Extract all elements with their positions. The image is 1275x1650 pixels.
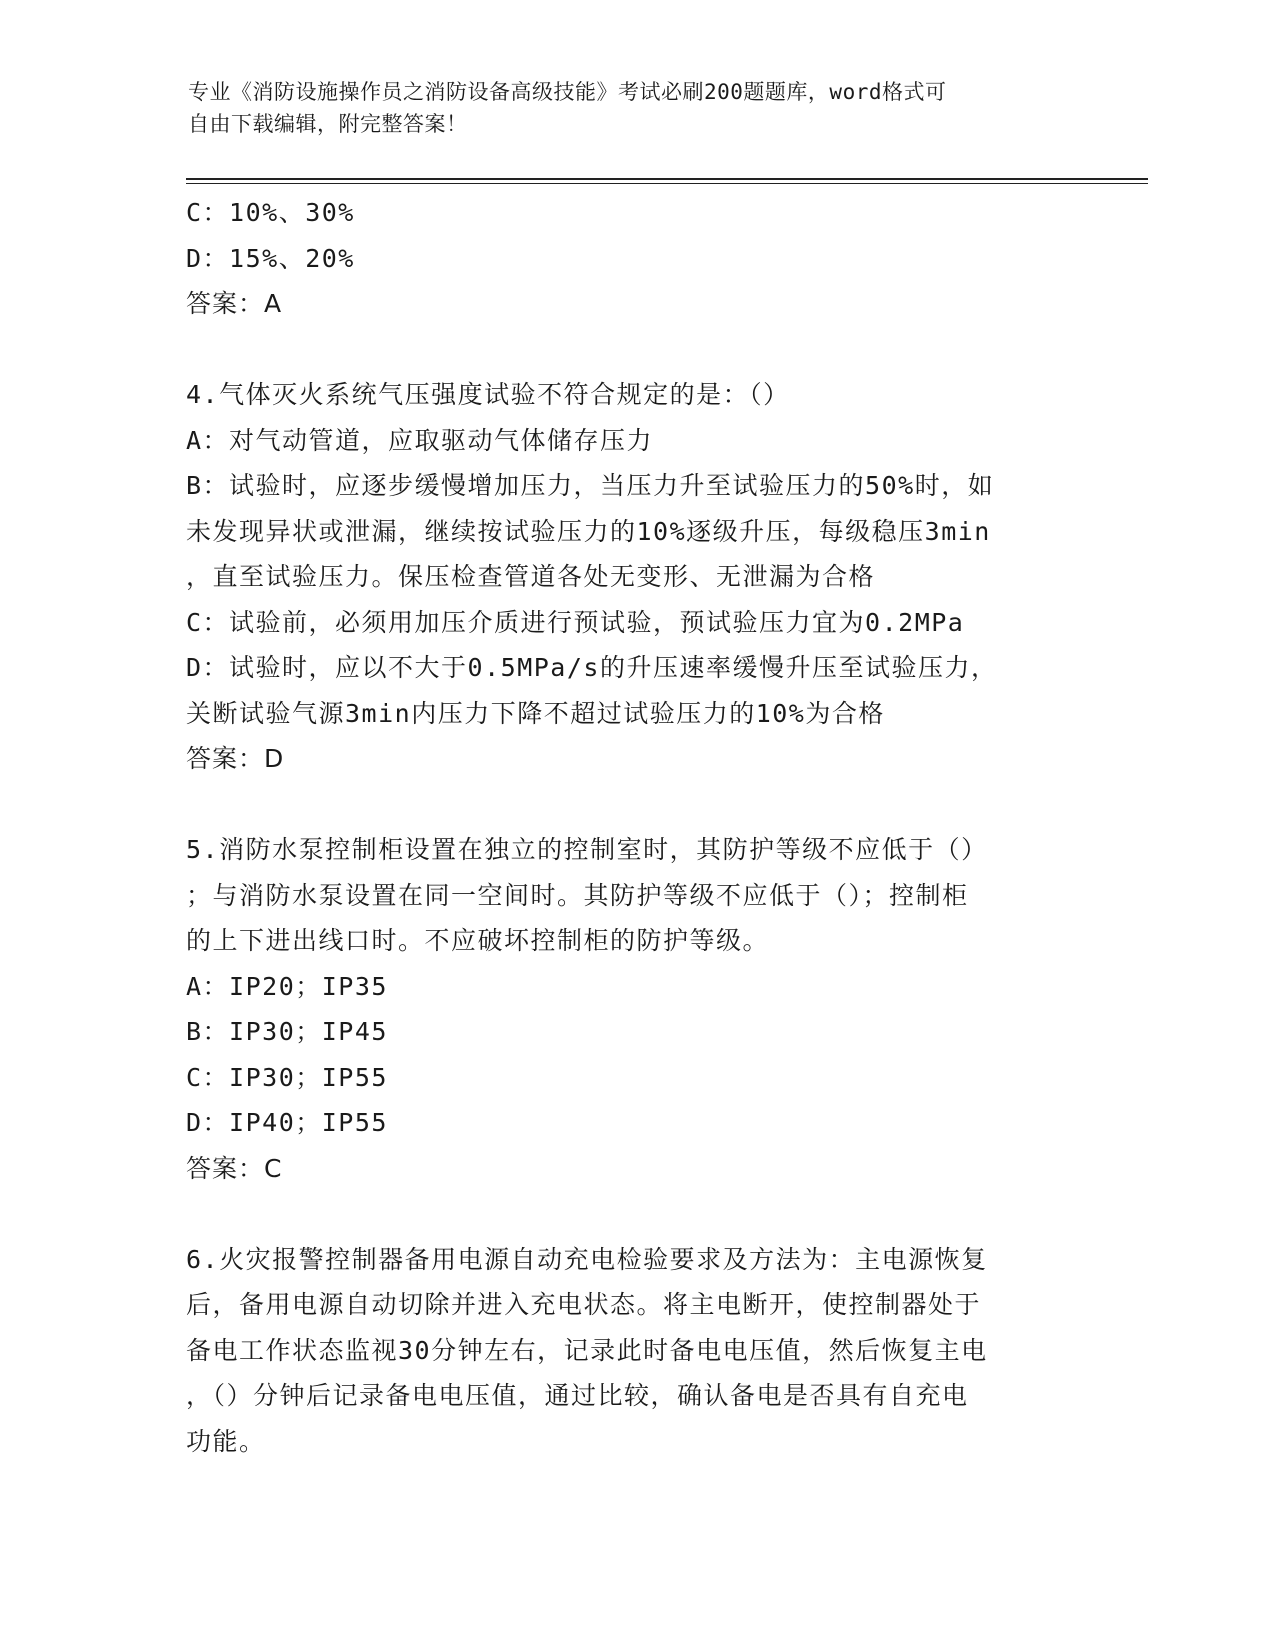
q3-answer: 答案：A xyxy=(186,289,283,318)
question-5 xyxy=(186,827,1086,1191)
header-line-2: 自由下载编辑，附完整答案！ xyxy=(188,112,468,136)
q6-stem-line-3: 备电工作状态监视30分钟左右，记录此时备电电压值，然后恢复主电 xyxy=(186,1335,988,1365)
spacer xyxy=(186,1191,1086,1237)
q4-answer: 答案：D xyxy=(186,744,285,773)
q6-stem-line-4: ，（）分钟后记录备电电压值，通过比较，确认备电是否具有自充电 xyxy=(186,1381,969,1410)
q4-option-b-line-1: B：试验时，应逐步缓慢增加压力，当压力升至试验压力的50%时，如 xyxy=(186,471,995,500)
q4-option-b-line-3: ，直至试验压力。保压检查管道各处无变形、无泄漏为合格 xyxy=(186,562,876,591)
q6-stem-line-5: 功能。 xyxy=(186,1426,266,1456)
question-6 xyxy=(186,1237,1086,1465)
spacer xyxy=(186,327,1086,373)
header-divider-thin xyxy=(186,183,1148,184)
question-4 xyxy=(186,372,1086,782)
question-3-tail xyxy=(186,190,1086,327)
question-list xyxy=(186,190,1086,1464)
page-header xyxy=(188,76,1088,140)
spacer xyxy=(186,782,1086,828)
q4-option-c: C：试验前，必须用加压介质进行预试验，预试验压力宜为0.2MPa xyxy=(186,607,965,637)
header-line-1: 专业《消防设施操作员之消防设备高级技能》考试必刷200题题库，word格式可 xyxy=(188,80,947,104)
q4-option-b-line-2: 未发现异状或泄漏，继续按试验压力的10%逐级升压，每级稳压3min xyxy=(186,516,991,546)
q6-stem-line-1: 6.火灾报警控制器备用电源自动充电检验要求及方法为：主电源恢复 xyxy=(186,1244,988,1274)
q5-option-d: D：IP40；IP55 xyxy=(186,1108,388,1137)
q4-option-d-line-1: D：试验时，应以不大于0.5MPa/s的升压速率缓慢升压至试验压力， xyxy=(186,653,998,682)
q4-option-d-line-2: 关断试验气源3min内压力下降不超过试验压力的10%为合格 xyxy=(186,698,885,728)
header-divider-thick xyxy=(186,178,1148,180)
q5-answer: 答案：C xyxy=(186,1153,283,1183)
q5-option-a: A：IP20；IP35 xyxy=(186,971,388,1001)
q4-stem: 4.气体灭火系统气压强度试验不符合规定的是：（） xyxy=(186,380,790,409)
q5-option-b: B：IP30；IP45 xyxy=(186,1017,388,1046)
q5-stem-line-1: 5.消防水泵控制柜设置在独立的控制室时，其防护等级不应低于（） xyxy=(186,835,988,864)
q5-option-c: C：IP30；IP55 xyxy=(186,1062,388,1092)
q3-option-c: C：10%、30% xyxy=(186,198,355,227)
q4-option-a: A：对气动管道，应取驱动气体储存压力 xyxy=(186,425,654,455)
q3-option-d: D：15%、20% xyxy=(186,243,355,273)
q6-stem-line-2: 后，备用电源自动切除并进入充电状态。将主电断开，使控制器处于 xyxy=(186,1290,982,1319)
q5-stem-line-2: ；与消防水泵设置在同一空间时。其防护等级不应低于（）；控制柜 xyxy=(186,880,969,910)
q5-stem-line-3: 的上下进出线口时。不应破坏控制柜的防护等级。 xyxy=(186,926,770,955)
